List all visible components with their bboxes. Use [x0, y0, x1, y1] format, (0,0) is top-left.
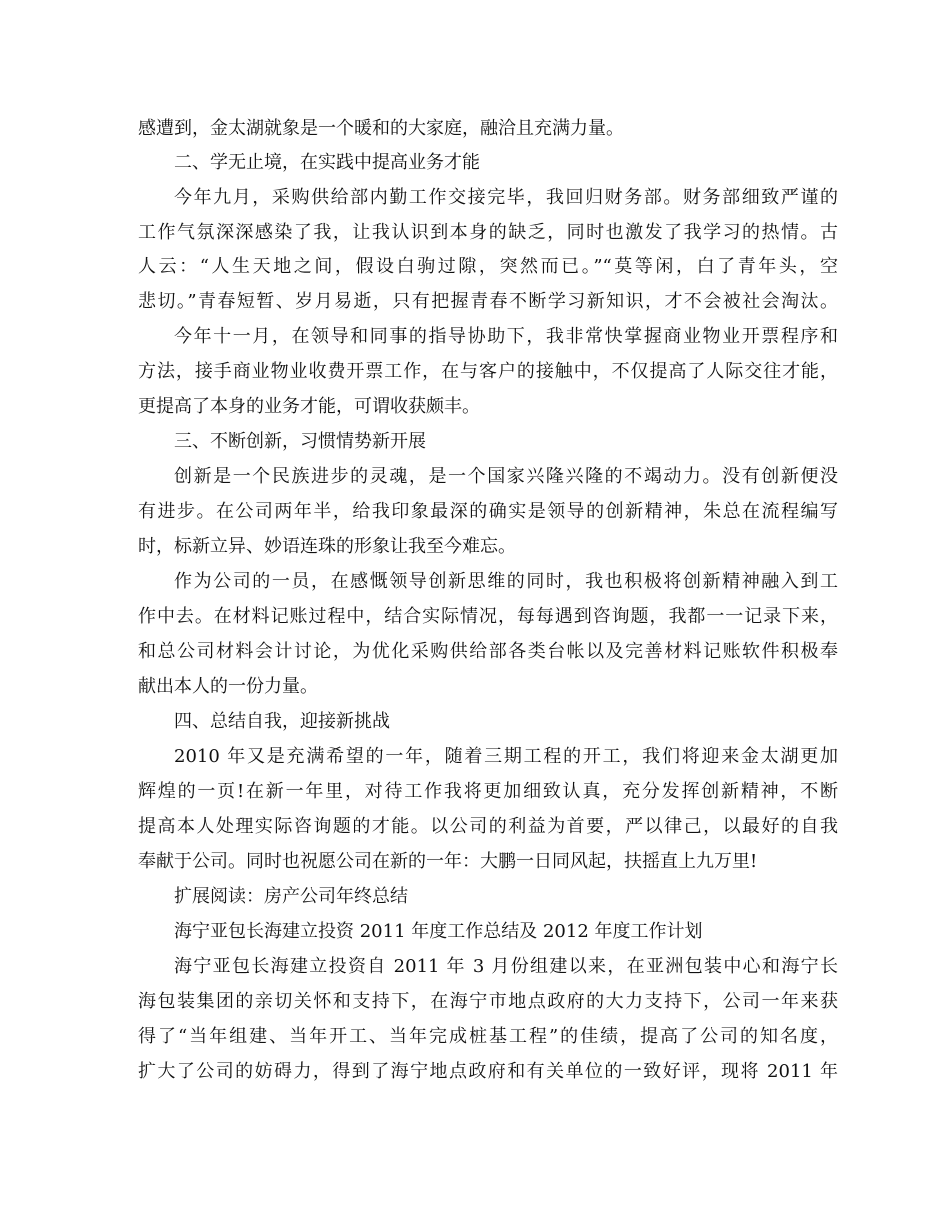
paragraph-line: 提高本人处理实际咨询题的才能。以公司的利益为首要，严以律己，以最好的自我	[138, 816, 838, 837]
section-heading: 二、学无止境，在实践中提高业务才能	[174, 152, 480, 173]
paragraph-line: 得了“当年组建、当年开工、当年完成桩基工程”的佳绩，提高了公司的知名度，	[138, 1026, 838, 1047]
paragraph-line: 方法，接手商业物业收费开票工作，在与客户的接触中，不仅提高了人际交往才能，	[138, 361, 838, 382]
section-heading: 三、不断创新，习惯情势新开展	[174, 431, 426, 452]
paragraph-line: 作中去。在材料记账过程中，结合实际情况，每每遇到咨询题，我都一一记录下来，	[138, 606, 838, 627]
paragraph-line: 和总公司材料会计讨论，为优化采购供给部各类台帐以及完善材料记账软件积极奉	[138, 641, 838, 662]
paragraph-line: 悲切。”青春短暂、岁月易逝，只有把握青春不断学习新知识，才不会被社会淘汰。	[138, 291, 838, 312]
paragraph-line: 2010 年又是充满希望的一年，随着三期工程的开工，我们将迎来金太湖更加	[174, 746, 838, 767]
paragraph-line: 辉煌的一页!在新一年里，对待工作我将更加细致认真，充分发挥创新精神，不断	[138, 781, 838, 802]
paragraph-line: 有进步。在公司两年半，给我印象最深的确实是领导的创新精神，朱总在流程编写	[138, 501, 838, 522]
paragraph-line: 海包装集团的亲切关怀和支持下，在海宁市地点政府的大力支持下，公司一年来获	[138, 991, 838, 1012]
paragraph-line: 人云：“人生天地之间，假设白驹过隙，突然而已。”“莫等闲，白了青年头，空	[138, 256, 838, 277]
paragraph-line: 感遭到，金太湖就象是一个暖和的大家庭，融洽且充满力量。	[138, 118, 624, 139]
paragraph-line: 今年十一月，在领导和同事的指导协助下，我非常快掌握商业物业开票程序和	[174, 326, 838, 347]
paragraph-line: 时，标新立异、妙语连珠的形象让我至今难忘。	[138, 536, 516, 557]
paragraph-line: 今年九月，采购供给部内勤工作交接完毕，我回归财务部。财务部细致严谨的	[174, 187, 838, 208]
paragraph-line: 献出本人的一份力量。	[138, 676, 318, 697]
section-heading: 四、总结自我，迎接新挑战	[174, 711, 390, 732]
section-heading: 扩展阅读：房产公司年终总结	[174, 886, 408, 907]
paragraph-line: 扩大了公司的妨碍力，得到了海宁地点政府和有关单位的一致好评，现将 2011 年	[138, 1061, 838, 1082]
paragraph-line: 作为公司的一员，在感慨领导创新思维的同时，我也积极将创新精神融入到工	[174, 571, 838, 592]
paragraph-line: 奉献于公司。同时也祝愿公司在新的一年：大鹏一日同风起，扶摇直上九万里!	[138, 851, 758, 872]
paragraph-line: 海宁亚包长海建立投资自 2011 年 3 月份组建以来，在亚洲包装中心和海宁长	[174, 956, 838, 977]
paragraph-line: 创新是一个民族进步的灵魂，是一个国家兴隆兴隆的不竭动力。没有创新便没	[174, 466, 838, 487]
paragraph-line: 工作气氛深深感染了我，让我认识到本身的缺乏，同时也激发了我学习的热情。古	[138, 222, 838, 243]
paragraph-line: 更提高了本身的业务才能，可谓收获颇丰。	[138, 396, 480, 417]
document-subtitle: 海宁亚包长海建立投资 2011 年度工作总结及 2012 年度工作计划	[174, 921, 703, 942]
